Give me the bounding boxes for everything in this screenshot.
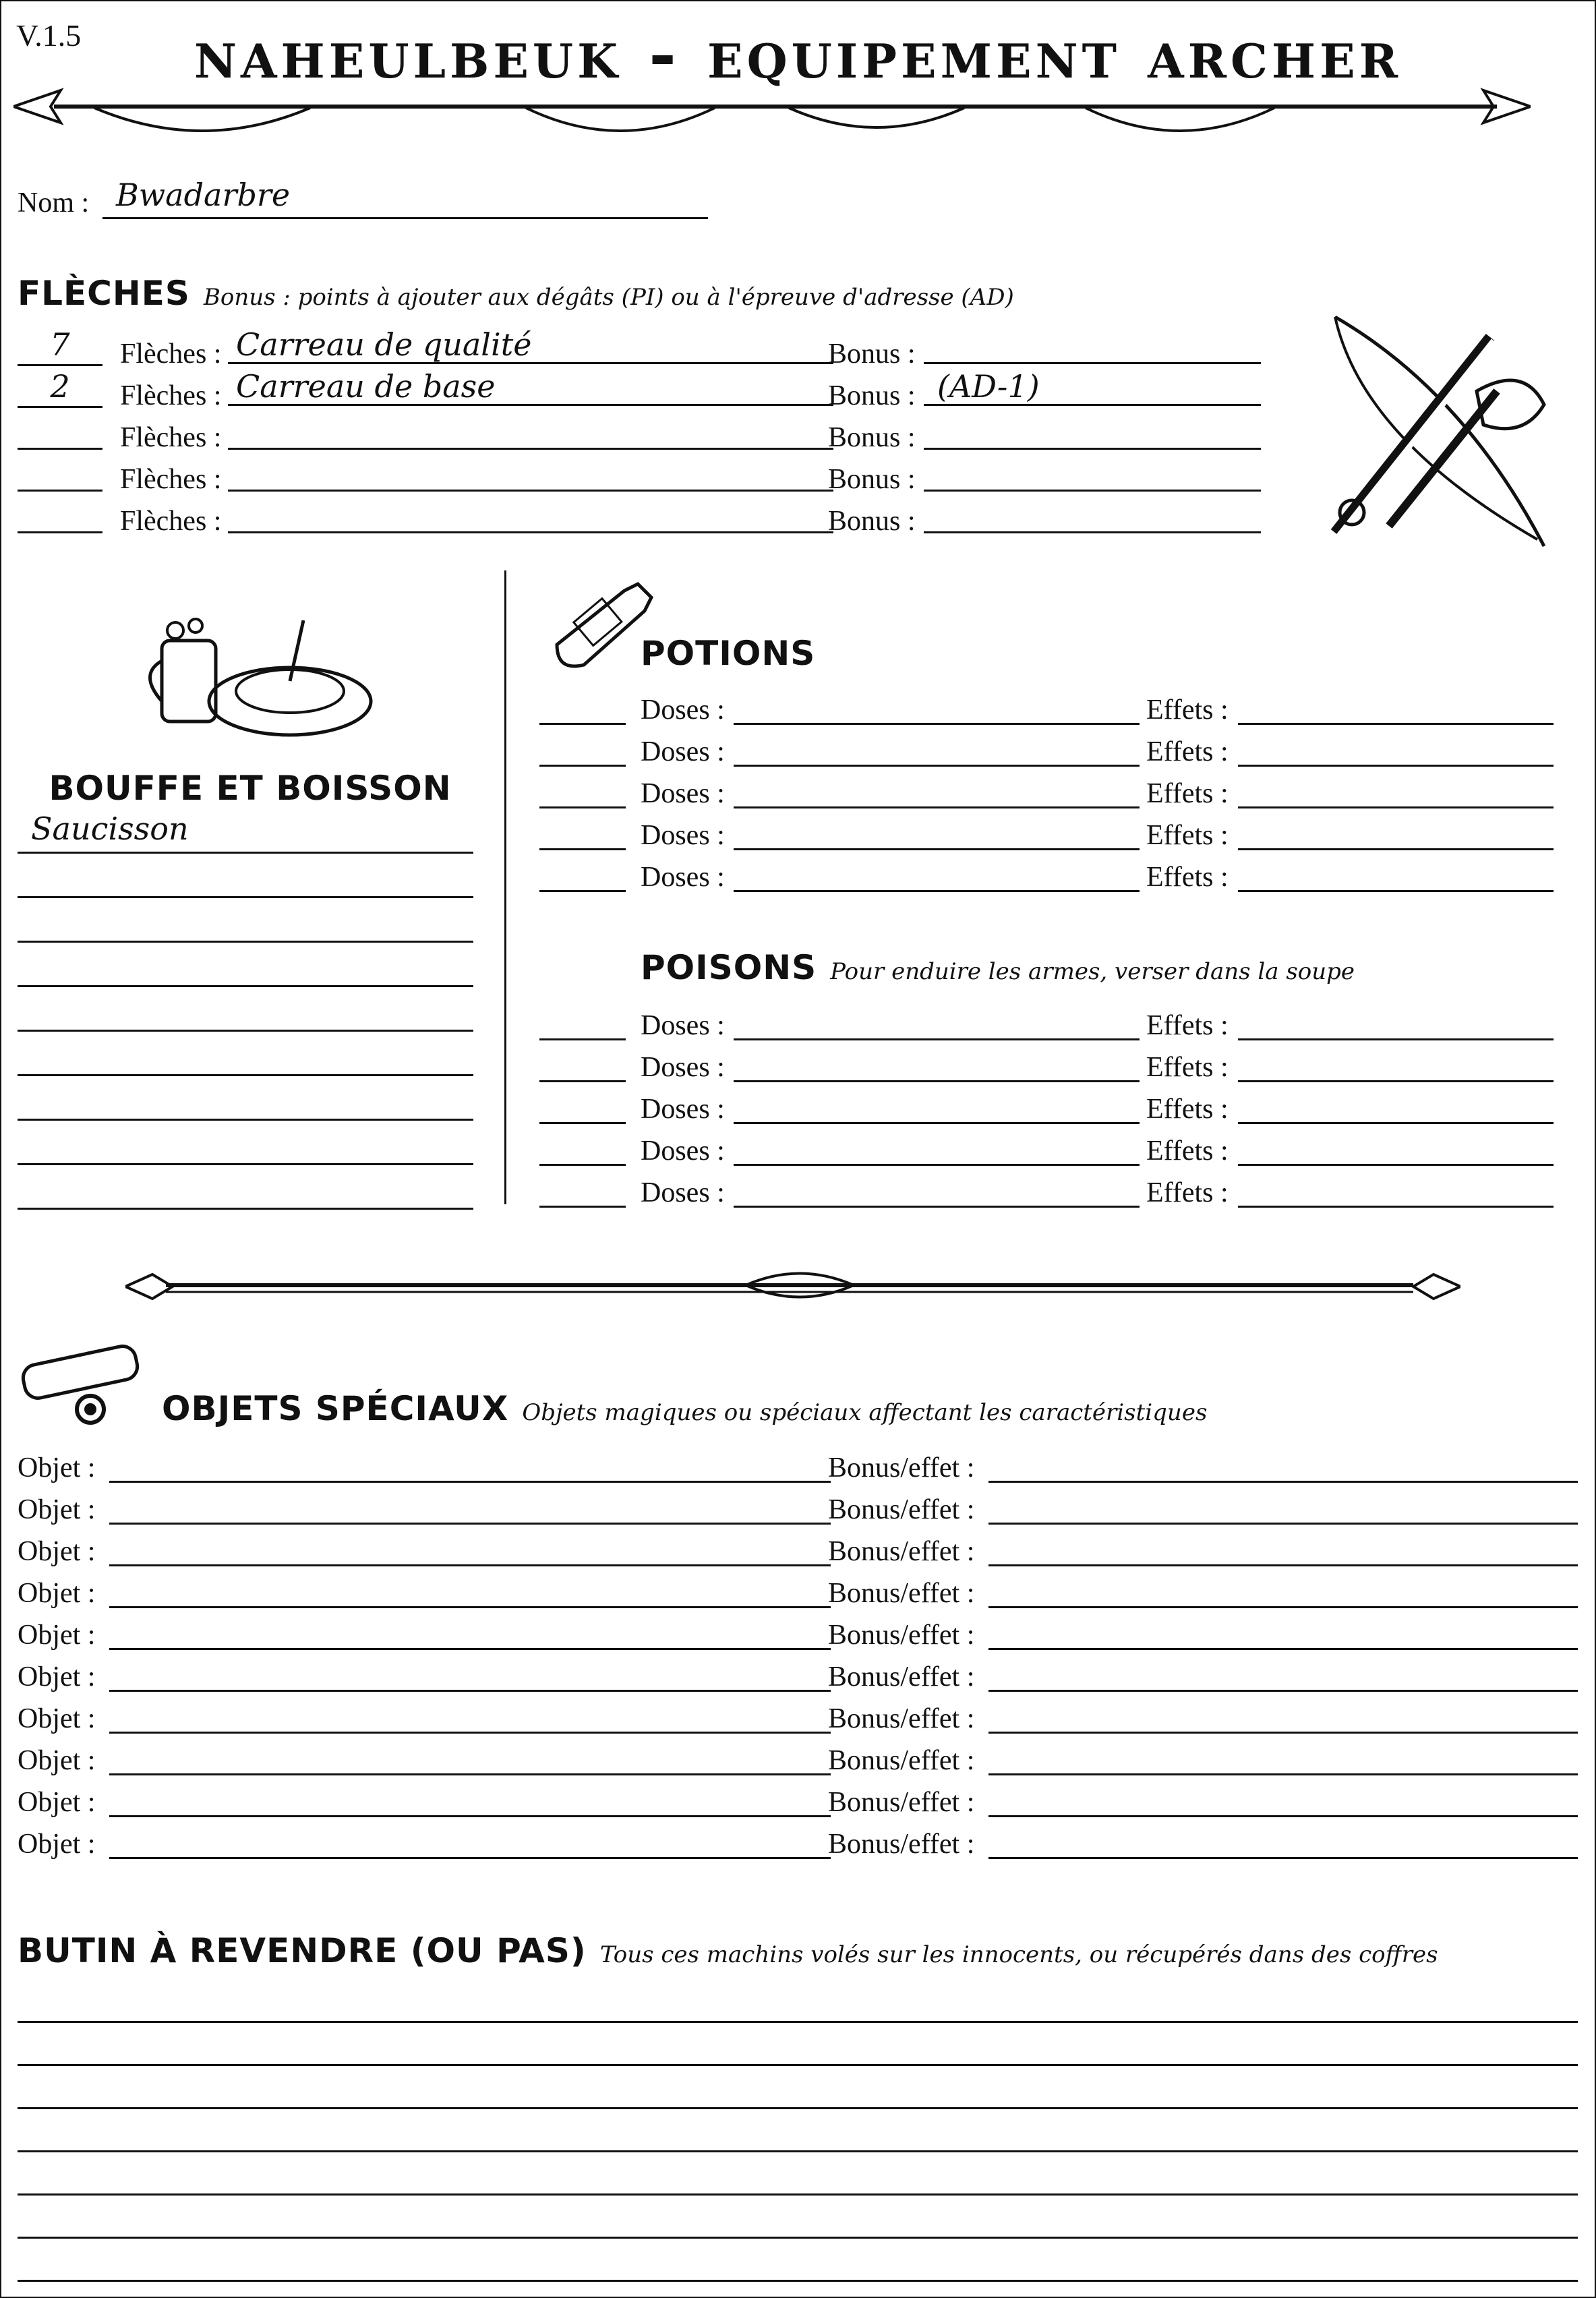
list-item [539,1134,1554,1176]
bonus-effect-label: Bonus/effet : [828,1787,975,1818]
list-item [18,1492,1578,1533]
list-item [539,1009,1554,1051]
arrows-bonus-field[interactable] [924,496,1261,533]
effects-label: Effets : [1146,862,1229,893]
bonus-effect-label: Bonus/effet : [828,1578,975,1609]
effects-label: Effets : [1146,778,1229,809]
bonus-effect-label: Bonus/effet : [828,1620,975,1651]
arrows-type-field[interactable]: Carreau de base [228,371,833,406]
arrows-count-field[interactable] [18,496,102,533]
potion-effect-field[interactable] [1238,723,1554,725]
page-title: naheulbeuk - equipement archer [194,16,1402,94]
arrows-bonus-field[interactable] [924,413,1261,450]
object-name-field[interactable] [109,1732,831,1734]
object-name-field[interactable] [109,1606,831,1608]
effects-label: Effets : [1146,1177,1229,1208]
arrows-type-field[interactable] [228,413,833,450]
list-item [18,1575,1578,1617]
object-name-field[interactable] [109,1690,831,1692]
object-name-field[interactable] [109,1564,831,1566]
poison-effect-field[interactable] [1238,1164,1554,1166]
arrows-type-field[interactable] [228,454,833,492]
bonus-effect-label: Bonus/effet : [828,1452,975,1483]
potion-name-field[interactable] [734,890,1140,892]
dose-count-field[interactable] [539,1080,626,1082]
doses-label: Doses : [641,1094,725,1125]
object-bonus-field[interactable] [988,1481,1578,1483]
food-line[interactable] [18,1165,473,1210]
object-label: Objet : [18,1536,96,1567]
dose-count-field[interactable] [539,1206,626,1208]
staff-divider-icon [125,1258,1460,1312]
special-objects-list [18,1450,1578,1868]
arrows-bonus-field[interactable] [924,454,1261,492]
object-label: Objet : [18,1578,96,1609]
bonus-effect-label: Bonus/effet : [828,1494,975,1525]
special-objects-section-header [162,1389,1207,1428]
food-line[interactable] [18,987,473,1032]
food-line[interactable]: Saucisson [18,813,473,854]
food-line[interactable] [18,1076,473,1121]
doses-label: Doses : [641,1052,725,1083]
loot-line[interactable] [18,2239,1578,2282]
object-bonus-field[interactable] [988,1648,1578,1650]
food-line[interactable] [18,1121,473,1165]
arrows-bonus-field[interactable]: (AD-1) [924,371,1261,406]
object-label: Objet : [18,1494,96,1525]
bonus-effect-label: Bonus/effet : [828,1703,975,1734]
object-label: Objet : [18,1745,96,1776]
object-bonus-field[interactable] [988,1857,1578,1859]
potions-title: POTIONS [641,634,816,673]
arrows-label: Flèches : [120,422,222,453]
effects-label: Effets : [1146,695,1229,726]
loot-line[interactable] [18,2196,1578,2239]
object-name-field[interactable] [109,1815,831,1817]
list-item [18,1450,1578,1492]
object-name-field[interactable] [109,1857,831,1859]
version-label: V.1.5 [16,18,82,53]
effects-label: Effets : [1146,1136,1229,1167]
bonus-effect-label: Bonus/effet : [828,1745,975,1776]
doses-label: Doses : [641,1136,725,1167]
poison-effect-field[interactable] [1238,1038,1554,1040]
poison-name-field[interactable] [734,1038,1140,1040]
food-line[interactable] [18,943,473,987]
potions-list [539,693,1554,902]
arrows-count-field[interactable] [18,413,102,450]
dose-count-field[interactable] [539,765,626,767]
object-name-field[interactable] [109,1648,831,1650]
arrows-bonus-field[interactable] [924,329,1261,364]
arrows-count-field[interactable]: 2 [18,371,102,408]
object-name-field[interactable] [109,1481,831,1483]
poison-effect-field[interactable] [1238,1122,1554,1124]
list-item [18,413,1272,454]
object-label: Objet : [18,1787,96,1818]
bonus-label: Bonus : [828,338,916,370]
poisons-title: POISONS [641,948,817,987]
dose-count-field[interactable] [539,806,626,808]
poison-name-field[interactable] [734,1206,1140,1208]
list-item [18,1742,1578,1784]
bonus-label: Bonus : [828,464,916,495]
list-item [539,819,1554,860]
potion-name-field[interactable] [734,848,1140,850]
dose-count-field[interactable] [539,1164,626,1166]
list-item [18,1701,1578,1742]
bonus-effect-label: Bonus/effet : [828,1661,975,1692]
food-line[interactable] [18,1032,473,1076]
food-line[interactable] [18,854,473,898]
doses-label: Doses : [641,862,725,893]
loot-section-header [18,1931,1438,1970]
list-item [539,1176,1554,1218]
arrows-subtitle: Bonus : points à ajouter aux dégâts (PI) ou à l'épreuve d'adresse (AD) [203,284,1014,311]
poison-name-field[interactable] [734,1080,1140,1082]
effects-label: Effets : [1146,1094,1229,1125]
object-name-field[interactable] [109,1523,831,1525]
arrows-label: Flèches : [120,380,222,411]
list-item [539,693,1554,735]
poisons-list [539,1009,1554,1218]
list-item [18,1826,1578,1868]
effects-label: Effets : [1146,1052,1229,1083]
list-item [539,735,1554,777]
arrows-count-field[interactable] [18,454,102,492]
special-objects-title: OBJETS SPÉCIAUX [162,1389,509,1428]
bonus-label: Bonus : [828,422,916,453]
poisons-subtitle: Pour enduire les armes, verser dans la soupe [830,958,1355,985]
arrows-section-header [18,274,1014,313]
list-item [18,1659,1578,1701]
dose-count-field[interactable] [539,890,626,892]
dose-count-field[interactable] [539,1122,626,1124]
arrows-label: Flèches : [120,338,222,370]
food-list [18,813,473,1210]
effects-label: Effets : [1146,736,1229,767]
list-item [18,326,1272,371]
arrows-count-field[interactable]: 7 [18,329,102,366]
loot-line[interactable] [18,2066,1578,2109]
arrows-list [18,326,1272,538]
food-title: BOUFFE ET BOISSON [49,769,452,808]
list-item [18,1617,1578,1659]
loot-lines [18,1980,1578,2282]
bonus-effect-label: Bonus/effet : [828,1829,975,1860]
object-label: Objet : [18,1703,96,1734]
poison-effect-field[interactable] [1238,1206,1554,1208]
list-item [18,1533,1578,1575]
potion-effect-field[interactable] [1238,848,1554,850]
doses-label: Doses : [641,778,725,809]
list-item [539,777,1554,819]
poison-name-field[interactable] [734,1164,1140,1166]
poison-name-field[interactable] [734,1122,1140,1124]
potion-effect-field[interactable] [1238,765,1554,767]
doses-label: Doses : [641,820,725,851]
bonus-label: Bonus : [828,380,916,411]
name-value: Bwadarbre [116,177,291,213]
object-bonus-field[interactable] [988,1773,1578,1775]
doses-label: Doses : [641,1177,725,1208]
object-label: Objet : [18,1620,96,1651]
doses-label: Doses : [641,695,725,726]
object-bonus-field[interactable] [988,1690,1578,1692]
doses-label: Doses : [641,736,725,767]
object-label: Objet : [18,1452,96,1483]
object-bonus-field[interactable] [988,1564,1578,1566]
object-label: Objet : [18,1661,96,1692]
food-mug-icon [135,600,378,742]
arrows-label: Flèches : [120,506,222,537]
bonus-label: Bonus : [828,506,916,537]
food-line[interactable] [18,898,473,943]
list-item [539,860,1554,902]
dose-count-field[interactable] [539,723,626,725]
special-objects-subtitle: Objets magiques ou spéciaux affectant les caractéristiques [522,1399,1208,1426]
name-field[interactable] [102,179,708,219]
object-bonus-field[interactable] [988,1732,1578,1734]
dose-count-field[interactable] [539,1038,626,1040]
object-bonus-field[interactable] [988,1523,1578,1525]
object-bonus-field[interactable] [988,1815,1578,1817]
potion-effect-field[interactable] [1238,806,1554,808]
arrows-type-field[interactable] [228,496,833,533]
poison-effect-field[interactable] [1238,1080,1554,1082]
list-item [539,1092,1554,1134]
effects-label: Effets : [1146,820,1229,851]
effects-label: Effets : [1146,1010,1229,1041]
potion-name-field[interactable] [734,723,1140,725]
object-label: Objet : [18,1829,96,1860]
list-item [18,496,1272,538]
arrow-divider-icon [13,86,1531,147]
arrows-title: FLÈCHES [18,274,190,313]
loot-line[interactable] [18,2023,1578,2066]
crossed-weapons-icon [1322,310,1571,553]
list-item [18,368,1272,413]
bonus-effect-label: Bonus/effet : [828,1536,975,1567]
list-item [18,454,1272,496]
loot-subtitle: Tous ces machins volés sur les innocents, ou récupérés dans des coffres [599,1941,1438,1968]
arrows-type-field[interactable]: Carreau de qualité [228,329,833,364]
list-item [539,1051,1554,1092]
potion-name-field[interactable] [734,765,1140,767]
scroll-ring-icon [16,1342,158,1430]
dose-count-field[interactable] [539,848,626,850]
poisons-section-header [641,948,1355,987]
column-divider [504,570,506,1204]
object-bonus-field[interactable] [988,1606,1578,1608]
loot-title: BUTIN À REVENDRE (OU PAS) [18,1931,587,1970]
potion-name-field[interactable] [734,806,1140,808]
loot-line[interactable] [18,1980,1578,2023]
potion-effect-field[interactable] [1238,890,1554,892]
object-name-field[interactable] [109,1773,831,1775]
arrows-label: Flèches : [120,464,222,495]
loot-line[interactable] [18,2109,1578,2152]
name-label: Nom : [18,187,90,218]
loot-line[interactable] [18,2152,1578,2196]
list-item [18,1784,1578,1826]
doses-label: Doses : [641,1010,725,1041]
